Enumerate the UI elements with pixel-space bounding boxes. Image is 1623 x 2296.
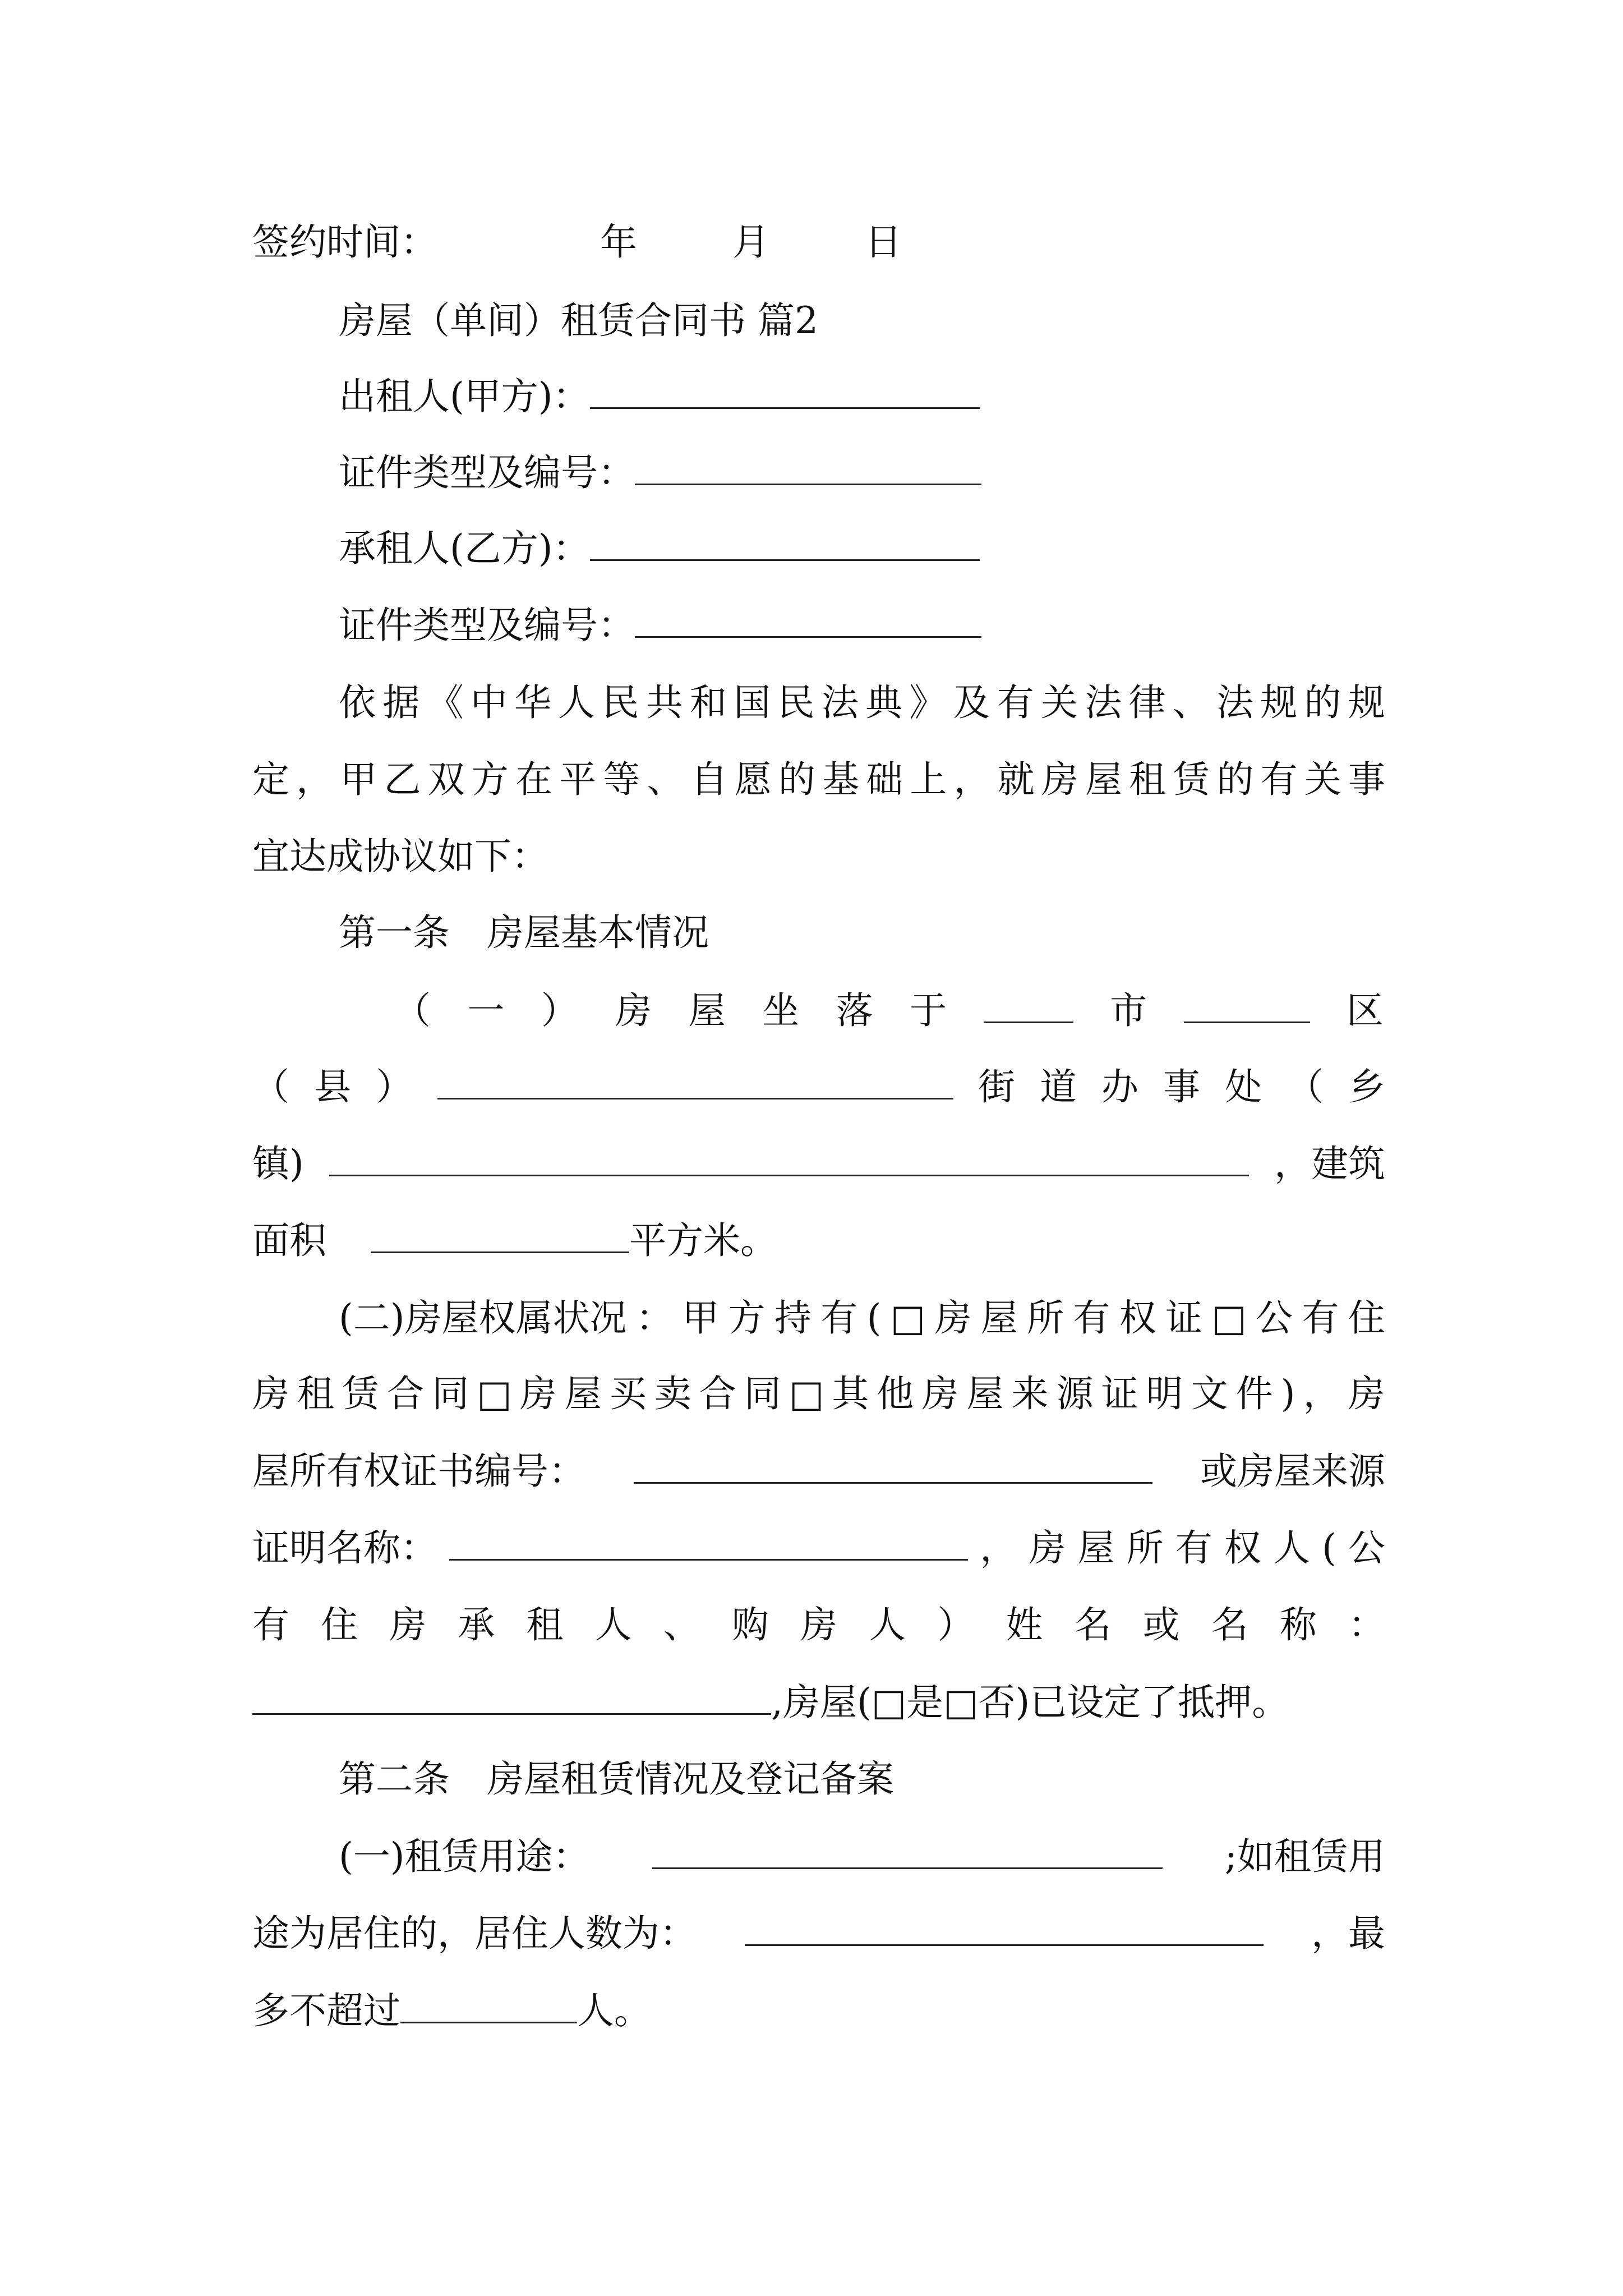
sign-day: 日 bbox=[865, 220, 902, 264]
char: 姓 bbox=[1006, 1603, 1043, 1646]
char: 屋 bbox=[980, 1296, 1018, 1340]
art1-proof-line bbox=[252, 1523, 1385, 1573]
char: 租 bbox=[1129, 758, 1166, 801]
char: 街 bbox=[978, 1065, 1015, 1108]
lessor-id-blank bbox=[635, 449, 981, 485]
char: 有 bbox=[820, 1296, 858, 1340]
mortgage-text: ,房屋(□是□否)已设定了抵押。 bbox=[771, 1681, 1289, 1724]
art1-certificate-line bbox=[252, 1446, 1385, 1497]
char: 合 bbox=[387, 1372, 425, 1415]
char: 权 bbox=[1119, 1296, 1156, 1340]
char: 有 bbox=[252, 1603, 289, 1646]
char: 所 bbox=[1126, 1526, 1164, 1570]
char: 于 bbox=[910, 989, 947, 1032]
art1-ownership-line-1 bbox=[339, 1293, 1385, 1343]
char: 房 bbox=[252, 1372, 289, 1415]
char: 屋 bbox=[564, 1372, 602, 1415]
char: ： bbox=[635, 1296, 673, 1340]
lessee-id-blank bbox=[635, 601, 981, 638]
art1-ownership-line-2 bbox=[252, 1369, 1385, 1419]
lessee-blank bbox=[590, 524, 980, 561]
lessor-blank bbox=[590, 372, 980, 409]
certificate-label: 屋所有权证书编号： bbox=[252, 1450, 585, 1493]
district-blank bbox=[1184, 987, 1310, 1023]
residents-blank bbox=[745, 1910, 1264, 1946]
char: 坐 bbox=[762, 989, 800, 1032]
char: 购 bbox=[731, 1603, 769, 1646]
char: 或 bbox=[1142, 1603, 1180, 1646]
char: 定 bbox=[252, 758, 289, 801]
char: 屋 bbox=[1085, 758, 1122, 801]
char: 规 bbox=[1260, 681, 1298, 724]
char: （ bbox=[394, 989, 431, 1032]
char: 法 bbox=[821, 681, 859, 724]
char: 乙 bbox=[384, 758, 421, 801]
district-label: 区 bbox=[1346, 989, 1384, 1032]
char: 甲 bbox=[340, 758, 377, 801]
char: 屋 bbox=[1077, 1526, 1115, 1570]
char: 公 bbox=[1348, 1526, 1385, 1570]
max-label: 多不超过 bbox=[252, 1989, 400, 2032]
char: 愿 bbox=[734, 758, 772, 801]
char: 房 bbox=[1029, 1526, 1066, 1570]
char: 关 bbox=[1304, 758, 1341, 801]
char: 的 bbox=[1216, 758, 1254, 801]
char: 赁 bbox=[342, 1372, 380, 1415]
checkbox-icon: □ bbox=[1211, 1296, 1247, 1340]
char: 文 bbox=[1191, 1372, 1228, 1415]
char: 有 bbox=[1302, 1296, 1339, 1340]
char: ： bbox=[1348, 1603, 1385, 1646]
proof-label: 证明名称： bbox=[252, 1526, 437, 1570]
max-blank bbox=[400, 1987, 577, 2023]
char: 明 bbox=[1146, 1372, 1183, 1415]
char: 件 bbox=[1235, 1372, 1273, 1415]
char: 源 bbox=[1056, 1372, 1094, 1415]
lessor-line bbox=[339, 371, 1385, 422]
char: 中 bbox=[470, 681, 508, 724]
art1-owner-line bbox=[252, 1600, 1385, 1650]
char: 民 bbox=[602, 681, 639, 724]
char: 在 bbox=[515, 758, 552, 801]
char: 道 bbox=[1040, 1065, 1077, 1108]
char: 乡 bbox=[1348, 1065, 1385, 1108]
char: 平 bbox=[559, 758, 597, 801]
char: 有 bbox=[1175, 1526, 1212, 1570]
char: 同 bbox=[432, 1372, 469, 1415]
art1-location-line-1 bbox=[394, 986, 1384, 1036]
char: 据 bbox=[382, 681, 420, 724]
char: 的 bbox=[778, 758, 815, 801]
char: 同 bbox=[744, 1372, 781, 1415]
county-blank bbox=[437, 1063, 953, 1099]
char: 名 bbox=[1211, 1603, 1248, 1646]
char: 规 bbox=[1348, 681, 1385, 724]
char: ( bbox=[866, 1296, 882, 1340]
char: 人 bbox=[869, 1603, 906, 1646]
char: 办 bbox=[1101, 1065, 1138, 1108]
char: 方 bbox=[728, 1296, 766, 1340]
char: 证 bbox=[1101, 1372, 1138, 1415]
intro-line-1 bbox=[339, 678, 1385, 728]
char: 住 bbox=[321, 1603, 358, 1646]
article-2-heading: 第二条 房屋租赁情况及登记备案 bbox=[339, 1757, 894, 1801]
char: 法 bbox=[1216, 681, 1253, 724]
art1-area-line bbox=[252, 1216, 1385, 1266]
sign-month: 月 bbox=[732, 220, 769, 264]
char: ） bbox=[541, 989, 578, 1032]
char: 方 bbox=[471, 758, 509, 801]
building-label: ，建筑 bbox=[1274, 1142, 1385, 1185]
char: 华 bbox=[514, 681, 551, 724]
char: ， bbox=[1303, 1372, 1340, 1415]
char: （ bbox=[1287, 1065, 1324, 1108]
lessee-line bbox=[339, 523, 1385, 574]
char: 》 bbox=[909, 681, 947, 724]
char: 屋 bbox=[966, 1372, 1004, 1415]
char: 《 bbox=[426, 681, 464, 724]
checkbox-icon: □ bbox=[477, 1372, 512, 1415]
char: 落 bbox=[836, 989, 873, 1032]
lessor-id-label: 证件类型及编号： bbox=[339, 451, 635, 494]
char: 处 bbox=[1225, 1065, 1262, 1108]
sign-date-line bbox=[252, 217, 1385, 268]
char: 、 bbox=[1172, 681, 1210, 724]
char: ， bbox=[296, 758, 334, 801]
city-blank bbox=[984, 987, 1073, 1023]
intro-line-2 bbox=[252, 754, 1385, 805]
char: 名 bbox=[1074, 1603, 1112, 1646]
source-label: 或房屋来源 bbox=[1200, 1450, 1385, 1493]
art2-residents-line bbox=[252, 1908, 1385, 1959]
sign-date-label: 签约时间： bbox=[252, 220, 437, 264]
art1-mortgage-line bbox=[252, 1677, 1385, 1728]
usage-label: (一)租赁用途： bbox=[339, 1835, 590, 1878]
checkbox-icon: □ bbox=[789, 1372, 824, 1415]
article-1-heading: 第一条 房屋基本情况 bbox=[339, 911, 709, 954]
char: 合 bbox=[699, 1372, 736, 1415]
char: 屋 bbox=[688, 989, 726, 1032]
char: 房 bbox=[934, 1296, 972, 1340]
char: ( bbox=[1322, 1526, 1336, 1570]
usage-continue: ;如租赁用 bbox=[1224, 1835, 1385, 1878]
char: 事 bbox=[1348, 758, 1385, 801]
char: 房 bbox=[519, 1372, 557, 1415]
char: 事 bbox=[1163, 1065, 1200, 1108]
char: 人 bbox=[594, 1603, 632, 1646]
char: 典 bbox=[865, 681, 902, 724]
char: 上 bbox=[910, 758, 947, 801]
char: （ bbox=[252, 1065, 289, 1108]
text: (二)房屋权属状况 bbox=[339, 1296, 627, 1340]
art1-location-line-3 bbox=[252, 1139, 1385, 1189]
char: 有 bbox=[1260, 758, 1298, 801]
char: 及 bbox=[953, 681, 990, 724]
certificate-blank bbox=[634, 1447, 1152, 1484]
char: 人 bbox=[1273, 1526, 1310, 1570]
char: 、 bbox=[663, 1603, 700, 1646]
char: 称 bbox=[1279, 1603, 1317, 1646]
art2-max-line bbox=[252, 1986, 1385, 2036]
char: 卖 bbox=[654, 1372, 691, 1415]
char: 一 bbox=[467, 989, 505, 1032]
char: 房 bbox=[615, 989, 652, 1032]
lessee-label: 承租人(乙方)： bbox=[339, 527, 590, 570]
residents-label: 途为居住的，居住人数为： bbox=[252, 1912, 697, 1955]
sign-year: 年 bbox=[600, 220, 637, 264]
char: 有 bbox=[997, 681, 1034, 724]
char: ) bbox=[1280, 1372, 1295, 1415]
char: 律 bbox=[1128, 681, 1166, 724]
lessor-id-line bbox=[339, 448, 1385, 498]
char: 承 bbox=[458, 1603, 495, 1646]
char: 共 bbox=[645, 681, 683, 724]
contract-title: 房屋（单间）租赁合同书 篇2 bbox=[339, 299, 818, 342]
char: 权 bbox=[1224, 1526, 1261, 1570]
char: 有 bbox=[1073, 1296, 1110, 1340]
char: 持 bbox=[774, 1296, 811, 1340]
char: 法 bbox=[1085, 681, 1122, 724]
city-label: 市 bbox=[1110, 989, 1147, 1032]
char: 所 bbox=[1027, 1296, 1064, 1340]
char: 公 bbox=[1256, 1296, 1293, 1340]
town-label: 镇) bbox=[252, 1142, 304, 1185]
char: 房 bbox=[800, 1603, 837, 1646]
char: 住 bbox=[1348, 1296, 1385, 1340]
char: 赁 bbox=[1173, 758, 1210, 801]
char: 等 bbox=[603, 758, 640, 801]
char: 人 bbox=[558, 681, 596, 724]
char: 买 bbox=[609, 1372, 647, 1415]
art1-location-line-2 bbox=[252, 1062, 1385, 1112]
lessee-id-label: 证件类型及编号： bbox=[339, 604, 635, 647]
char: 租 bbox=[297, 1372, 335, 1415]
char: 基 bbox=[822, 758, 860, 801]
char: 房 bbox=[1348, 1372, 1385, 1415]
area-blank bbox=[371, 1217, 629, 1253]
char: ） bbox=[376, 1065, 413, 1108]
char: 房 bbox=[1041, 758, 1078, 801]
char: ） bbox=[937, 1603, 975, 1646]
char: 国 bbox=[734, 681, 771, 724]
art2-usage-line bbox=[339, 1832, 1385, 1882]
char: 租 bbox=[526, 1603, 564, 1646]
char: 依 bbox=[339, 681, 376, 724]
char: 县 bbox=[314, 1065, 351, 1108]
area-label: 面积 bbox=[252, 1219, 326, 1262]
char: 房 bbox=[389, 1603, 427, 1646]
char: ， bbox=[953, 758, 991, 801]
proof-blank bbox=[449, 1524, 968, 1561]
char: 证 bbox=[1165, 1296, 1203, 1340]
intro-line-3: 宜达成协议如下： bbox=[252, 835, 548, 878]
char: 自 bbox=[690, 758, 728, 801]
char: 础 bbox=[866, 758, 903, 801]
char: 其 bbox=[832, 1372, 869, 1415]
char: 的 bbox=[1304, 681, 1341, 724]
char: 他 bbox=[877, 1372, 914, 1415]
owner-name-blank bbox=[252, 1678, 771, 1715]
lessee-id-line bbox=[339, 600, 1385, 651]
residents-continue: ，最 bbox=[1311, 1912, 1385, 1955]
max-unit: 人。 bbox=[577, 1989, 651, 2032]
char: ， bbox=[980, 1526, 1017, 1570]
usage-blank bbox=[652, 1833, 1163, 1869]
char: 房 bbox=[921, 1372, 959, 1415]
town-blank bbox=[329, 1140, 1249, 1176]
char: 来 bbox=[1011, 1372, 1049, 1415]
char: 、 bbox=[647, 758, 684, 801]
char: 民 bbox=[777, 681, 815, 724]
char: 就 bbox=[997, 758, 1035, 801]
char: 双 bbox=[427, 758, 465, 801]
char: 关 bbox=[1041, 681, 1078, 724]
checkbox-icon: □ bbox=[890, 1296, 926, 1340]
char: 甲 bbox=[682, 1296, 720, 1340]
char: 和 bbox=[690, 681, 727, 724]
area-unit: 平方米。 bbox=[629, 1219, 777, 1262]
lessor-label: 出租人(甲方)： bbox=[339, 375, 590, 418]
